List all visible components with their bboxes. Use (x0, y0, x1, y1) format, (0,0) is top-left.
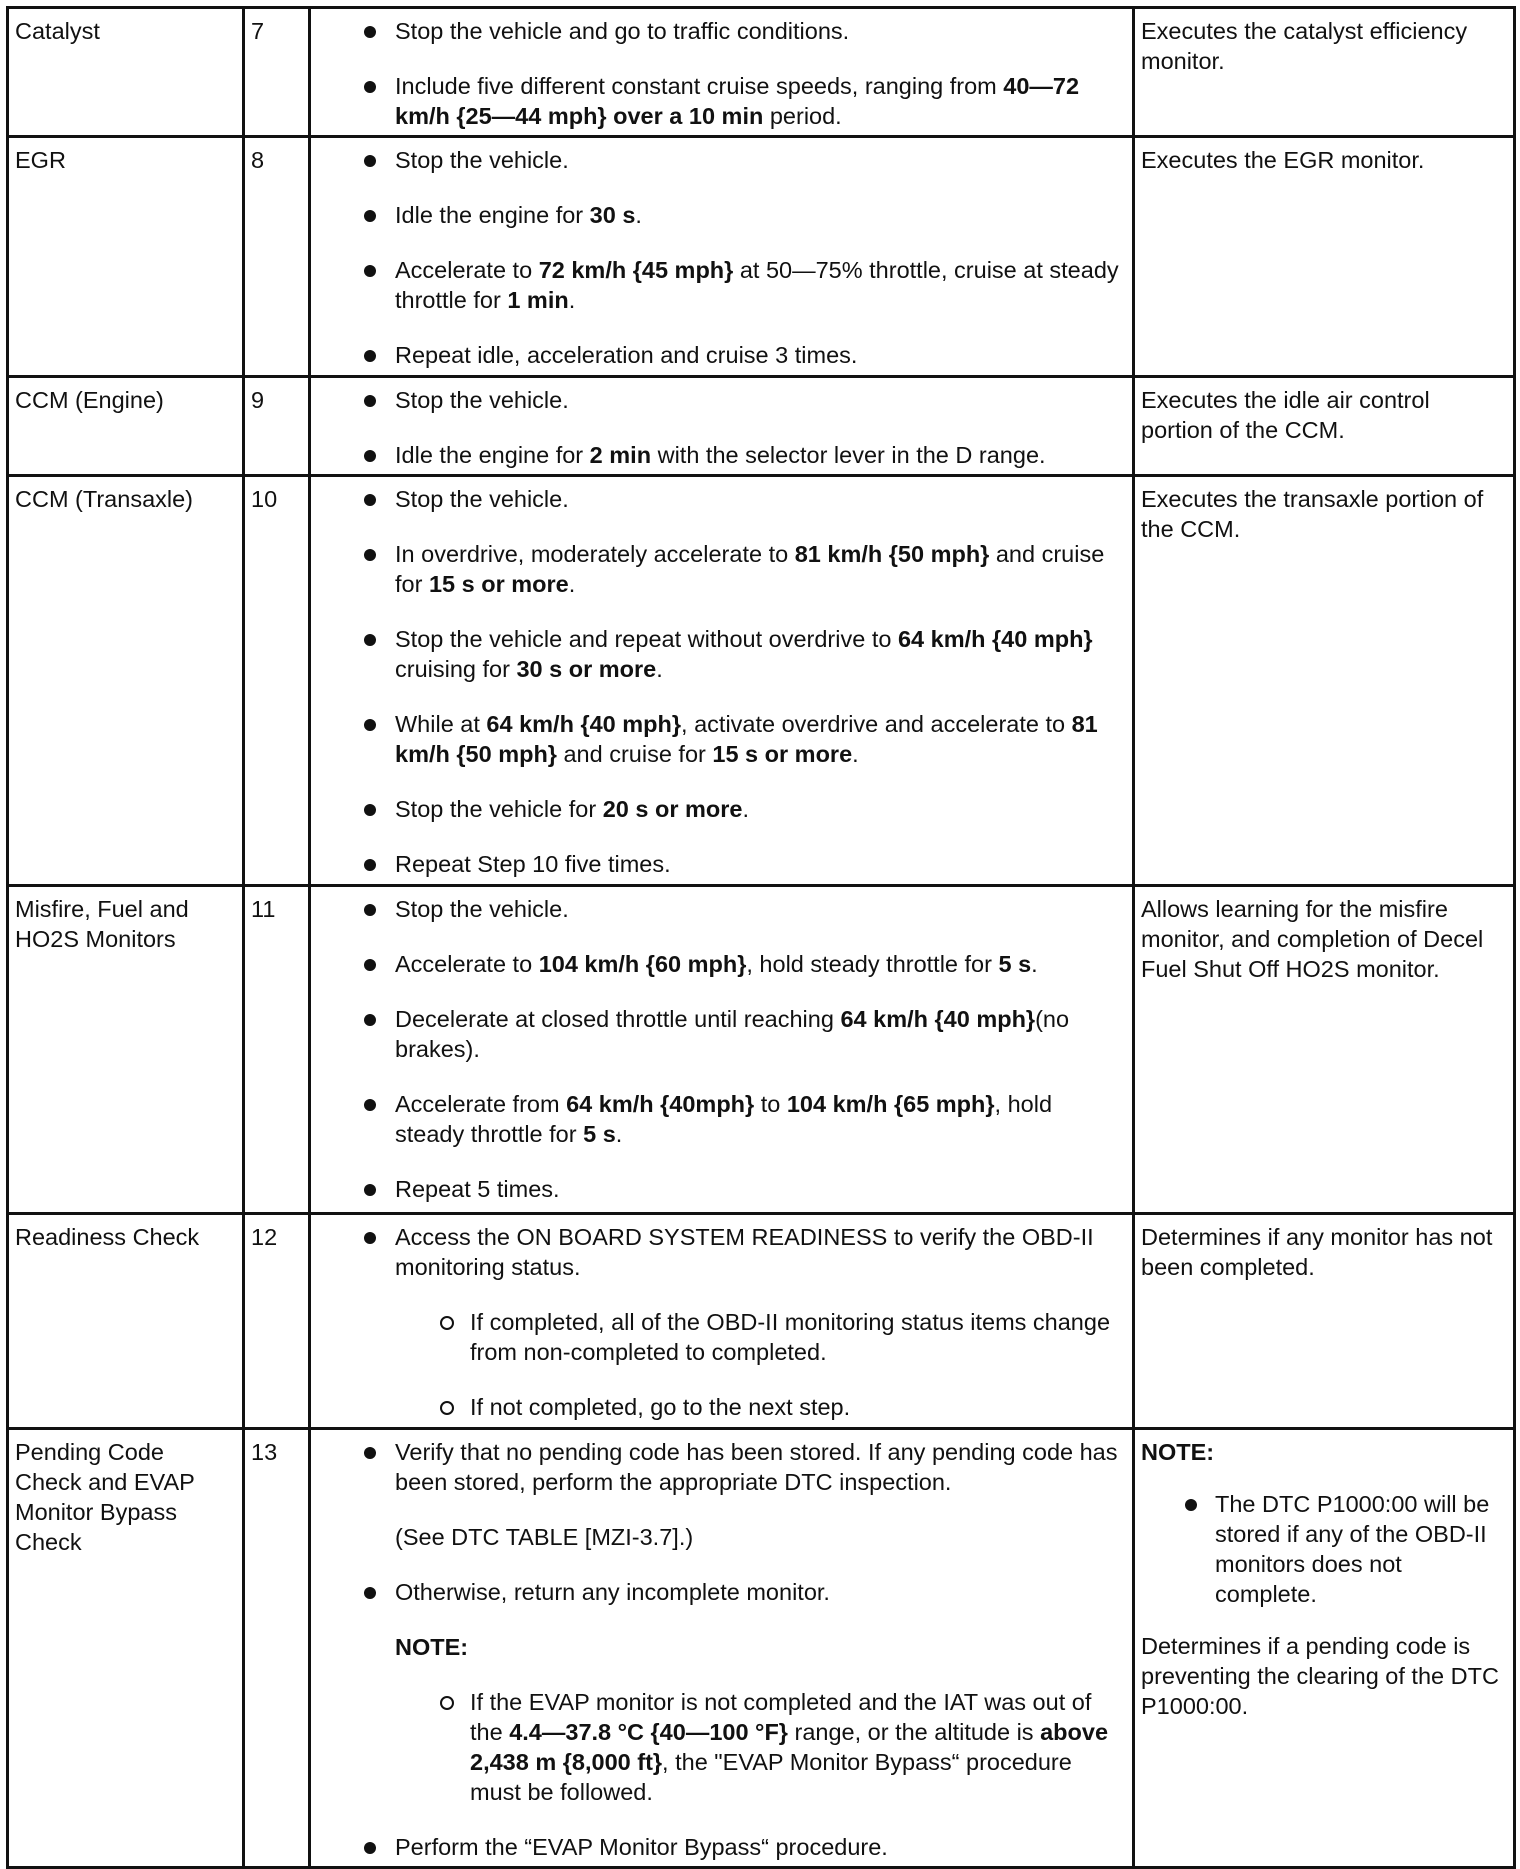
purpose-text (1141, 385, 1507, 445)
bold-value: 1 min (507, 287, 569, 313)
text-segment: Verify that no pending code has been stored. If any pending code has been stored, perform the appropriate DTC inspection. (395, 1439, 1118, 1495)
purpose-text (1141, 894, 1507, 984)
text-segment: Access the ON BOARD SYSTEM READINESS to verify the OBD-II monitoring status. (395, 1224, 1094, 1280)
text-segment: Stop the vehicle. (395, 486, 569, 512)
purpose-text (1141, 484, 1507, 544)
table-row (8, 377, 1515, 476)
text-segment: , hold steady throttle for (395, 1091, 1053, 1147)
text-segment: to (754, 1091, 787, 1117)
bold-value: above 2,438 m {8,000 ft} (470, 1719, 1109, 1775)
text-segment: Stop the vehicle for (395, 796, 603, 822)
monitor-cell: CCM (Engine) (8, 377, 244, 476)
purpose-cell (1134, 137, 1515, 377)
text-segment: NOTE: (1141, 1439, 1215, 1465)
bold-value: 64 km/h {40 mph} (840, 1006, 1036, 1032)
text-segment: , the "EVAP Monitor Bypass“ procedure must be followed. (470, 1749, 1072, 1805)
purpose-text (1141, 1631, 1507, 1721)
monitor-cell: Readiness Check (8, 1214, 244, 1429)
text-segment: and cruise for (556, 741, 713, 767)
bullet-item (317, 71, 1126, 131)
text-segment: Repeat Step 10 five times. (395, 851, 671, 877)
text-segment: Include five different constant cruise speeds, ranging from (395, 73, 1004, 99)
bold-value: 2 min (589, 442, 652, 468)
bullet-item (317, 1577, 1126, 1607)
monitor-cell: Catalyst (8, 8, 244, 137)
text-segment: . (742, 796, 749, 822)
text-segment: Repeat 5 times. (395, 1176, 560, 1202)
bullet-item (317, 1004, 1126, 1064)
text-segment: Otherwise, return any incomplete monitor. (395, 1579, 830, 1605)
text-segment: at 50—75% throttle, cruise at steady throttle for (395, 257, 1119, 313)
text-segment: Stop the vehicle. (395, 147, 569, 173)
bullet-item (317, 624, 1126, 684)
bullet-item (317, 1089, 1126, 1149)
table-row (8, 8, 1515, 137)
text-segment: Idle the engine for (395, 442, 590, 468)
table-row (8, 476, 1515, 886)
bold-value: 104 km/h {65 mph} (786, 1091, 995, 1117)
bold-value: 64 km/h {40 mph} (486, 711, 682, 737)
text-segment: Stop the vehicle. (395, 896, 569, 922)
table-row (8, 1429, 1515, 1868)
bold-value: 64 km/h {40mph} (566, 1091, 755, 1117)
text-segment: (See DTC TABLE [MZI-3.7].) (395, 1524, 694, 1550)
table-body (8, 8, 1515, 1868)
monitor-cell: EGR (8, 137, 244, 377)
sub-bullet-item (317, 1307, 1126, 1367)
text-segment: Executes the EGR monitor. (1141, 147, 1425, 173)
text-segment: The DTC P1000:00 will be stored if any of the OBD-II monitors does not complete. (1215, 1491, 1490, 1607)
text-segment: Decelerate at closed throttle until reaching (395, 1006, 841, 1032)
text-segment: range, or the altitude is (787, 1719, 1041, 1745)
bullet-item (317, 1832, 1126, 1862)
purpose-text (1141, 16, 1507, 76)
step-number-cell: 8 (244, 137, 310, 377)
text-segment: . (568, 571, 576, 597)
text-segment: . (656, 656, 663, 682)
monitor-cell: CCM (Transaxle) (8, 476, 244, 886)
bold-value: 81 km/h {50 mph} (794, 541, 990, 567)
procedure-cell (310, 1214, 1134, 1429)
text-segment: Determines if any monitor has not been completed. (1141, 1224, 1493, 1280)
bold-value: 104 km/h {60 mph} (538, 951, 747, 977)
text-segment: . (1031, 951, 1038, 977)
bullet-item (317, 340, 1126, 370)
step-number-cell: 9 (244, 377, 310, 476)
bullet-item (317, 1222, 1126, 1282)
text-segment: Executes the transaxle portion of the CCM. (1141, 486, 1484, 542)
reference-note (317, 1522, 1126, 1552)
purpose-cell (1134, 476, 1515, 886)
text-segment: Executes the catalyst efficiency monitor. (1141, 18, 1468, 74)
text-segment: Perform the “EVAP Monitor Bypass“ procedure. (395, 1834, 888, 1860)
drive-mode-procedure-table (6, 6, 1516, 1869)
text-segment: Stop the vehicle and go to traffic conditions. (395, 18, 850, 44)
monitor-cell: Misfire, Fuel and HO2S Monitors (8, 886, 244, 1214)
purpose-text (1141, 145, 1507, 175)
table-row (8, 137, 1515, 377)
bullet-item (317, 1174, 1126, 1204)
purpose-text (1141, 1222, 1507, 1282)
bullet-item (1141, 1489, 1507, 1609)
bold-value: 20 s or more (602, 796, 743, 822)
table-row (8, 886, 1515, 1214)
text-segment: Executes the idle air control portion of the CCM. (1141, 387, 1430, 443)
text-segment: NOTE: (395, 1634, 469, 1660)
bullet-item (317, 849, 1126, 879)
procedure-cell (310, 886, 1134, 1214)
text-segment: . (635, 202, 642, 228)
text-segment: Idle the engine for (395, 202, 590, 228)
monitor-cell: Pending Code Check and EVAP Monitor Bypass Check (8, 1429, 244, 1868)
text-segment: Stop the vehicle and repeat without overdrive to (395, 626, 898, 652)
text-segment: period. (763, 103, 842, 129)
table-row (8, 1214, 1515, 1429)
procedure-cell (310, 476, 1134, 886)
bold-value: 5 s (583, 1121, 616, 1147)
text-segment: (no brakes). (395, 1006, 1070, 1062)
procedure-cell (310, 1429, 1134, 1868)
purpose-cell (1134, 1214, 1515, 1429)
bold-value: 30 s (589, 202, 636, 228)
bold-value: 30 s or more (516, 656, 657, 682)
text-segment: . (615, 1121, 623, 1147)
procedure-cell (310, 137, 1134, 377)
text-segment: If completed, all of the OBD-II monitoring status items change from non-completed to completed. (470, 1309, 1111, 1365)
step-number-cell: 7 (244, 8, 310, 137)
text-segment: cruising for (395, 656, 517, 682)
procedure-cell (310, 8, 1134, 137)
text-segment: Repeat idle, acceleration and cruise 3 times. (395, 342, 858, 368)
bullet-item (317, 16, 1126, 46)
bullet-item (317, 949, 1126, 979)
text-segment: and cruise for (395, 541, 1105, 597)
bold-value: 72 km/h {45 mph} (538, 257, 734, 283)
bullet-item (317, 440, 1126, 470)
bold-value: 15 s or more (712, 741, 853, 767)
text-segment: Accelerate to (395, 951, 539, 977)
text-segment: . (568, 287, 576, 313)
note-label (317, 1632, 1126, 1662)
bullet-item (317, 709, 1126, 769)
bullet-item (317, 894, 1126, 924)
text-segment: If the EVAP monitor is not completed and the IAT was out of the (470, 1689, 1092, 1745)
sub-bullet-item (317, 1687, 1126, 1807)
procedure-cell (310, 377, 1134, 476)
bullet-item (317, 539, 1126, 599)
text-segment: , hold steady throttle for (746, 951, 999, 977)
text-segment: In overdrive, moderately accelerate to (395, 541, 795, 567)
purpose-cell (1134, 8, 1515, 137)
text-segment: Accelerate to (395, 257, 539, 283)
text-segment: Accelerate from (395, 1091, 567, 1117)
bold-value: 15 s or more (428, 571, 569, 597)
bold-value: 81 km/h {50 mph} (395, 711, 1098, 767)
bullet-item (317, 385, 1126, 415)
purpose-cell (1134, 1429, 1515, 1868)
text-segment: Stop the vehicle. (395, 387, 569, 413)
bullet-item (317, 484, 1126, 514)
text-segment: Allows learning for the misfire monitor, and completion of Decel Fuel Shut Off HO2S monitor. (1141, 896, 1484, 982)
text-segment: If not completed, go to the next step. (470, 1394, 851, 1420)
bullet-item (317, 200, 1126, 230)
bullet-item (317, 794, 1126, 824)
note-label (1141, 1437, 1507, 1467)
bullet-item (317, 1437, 1126, 1497)
purpose-cell (1134, 377, 1515, 476)
bold-value: 4.4—37.8 °C {40—100 °F} (509, 1719, 788, 1745)
step-number-cell: 13 (244, 1429, 310, 1868)
bold-value: 64 km/h {40 mph} (897, 626, 1093, 652)
bold-value: 40—72 km/h {25—44 mph} over a 10 min (395, 73, 1080, 129)
bullet-item (317, 145, 1126, 175)
bold-value: 5 s (998, 951, 1032, 977)
sub-bullet-item (317, 1392, 1126, 1422)
bullet-item (317, 255, 1126, 315)
step-number-cell: 10 (244, 476, 310, 886)
step-number-cell: 11 (244, 886, 310, 1214)
text-segment: Determines if a pending code is preventing the clearing of the DTC P1000:00. (1141, 1633, 1499, 1719)
text-segment: . (852, 741, 859, 767)
text-segment: While at (395, 711, 487, 737)
text-segment: with the selector lever in the D range. (651, 442, 1046, 468)
purpose-cell (1134, 886, 1515, 1214)
step-number-cell: 12 (244, 1214, 310, 1429)
text-segment: , activate overdrive and accelerate to (681, 711, 1072, 737)
